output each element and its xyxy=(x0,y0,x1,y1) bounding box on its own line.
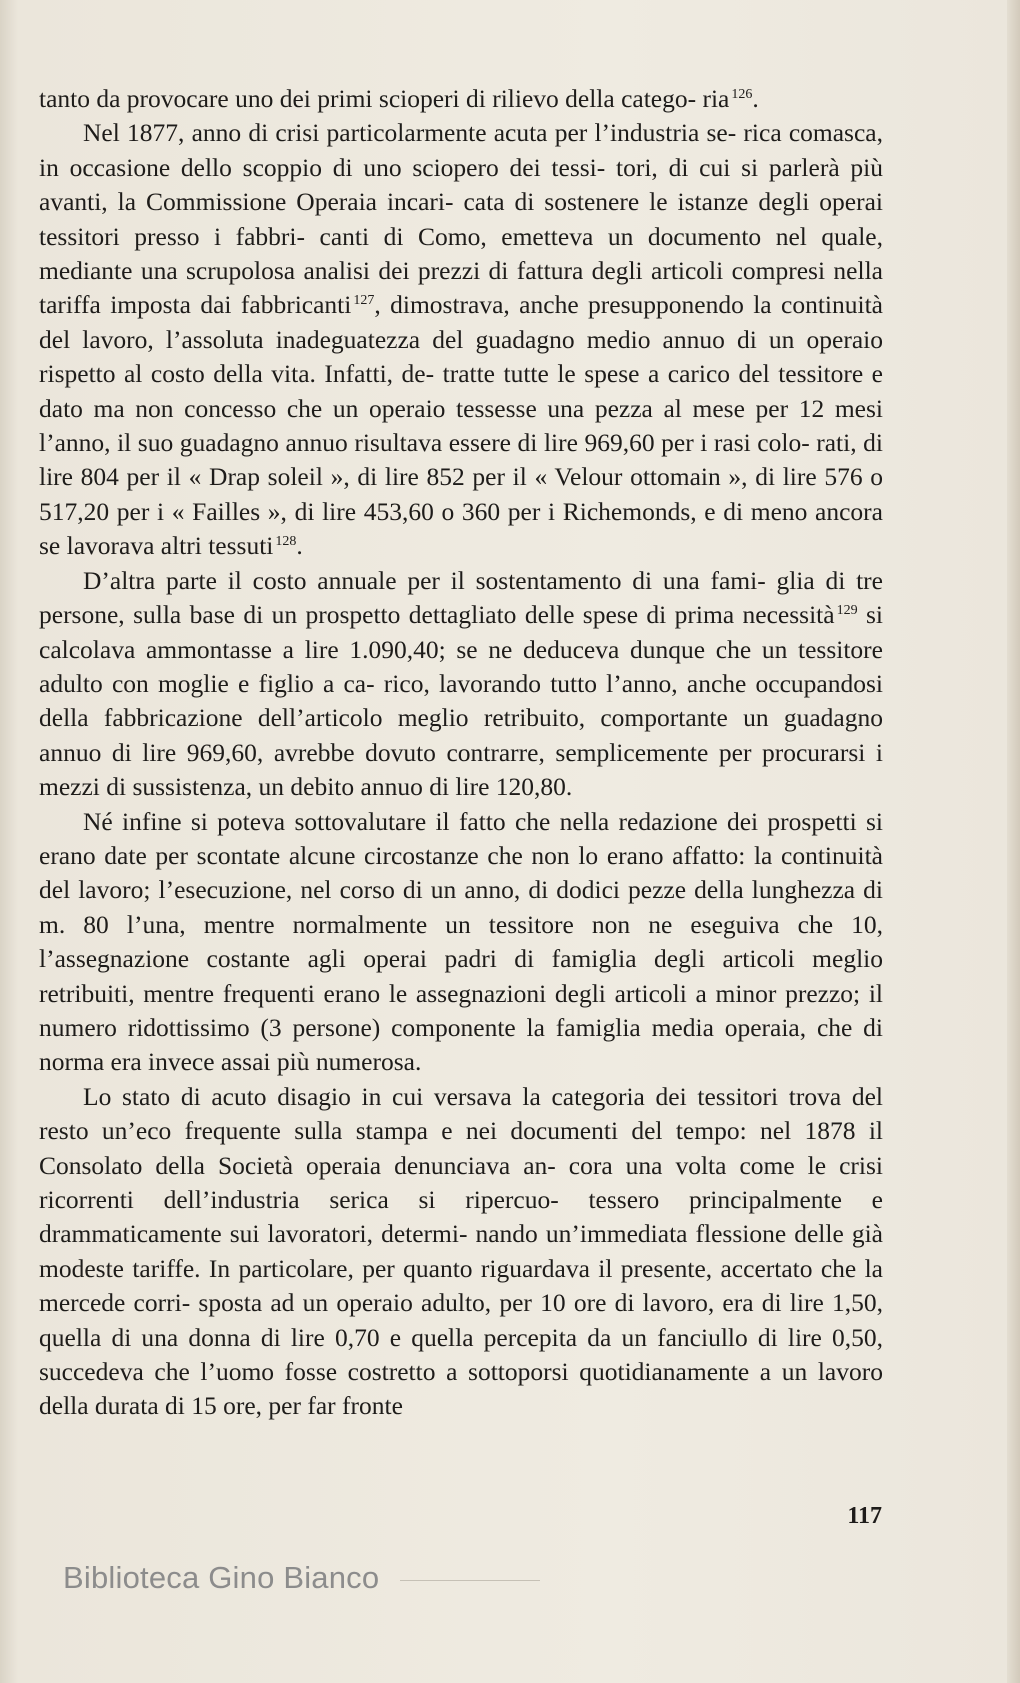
text-run: Nel 1877, anno di crisi particolarmente acuta per l’industria se- rica comasca, in occasione dello scoppio di uno sciopero dei tessi- tori, di cui si parlerà più avanti, la Commissione Operaia incari- cata di sostenere le istanze degli operai tessitori presso i fabbri- canti di Como, emetteva un documento nel quale, mediante una scrupolosa analisi dei prezzi di fattura degli articoli compresi nella tariffa imposta dai fabbricanti xyxy=(39,118,883,320)
footnote-ref[interactable]: 127 xyxy=(353,292,375,308)
text-run: . xyxy=(296,531,303,561)
body-text xyxy=(39,82,883,1424)
watermark-rule xyxy=(400,1580,540,1581)
text-run: si calcolava ammontasse a lire 1.090,40; se ne deduceva dunque che un tessitore adulto con moglie e figlio a ca- rico, lavorando tutto l’anno, anche occupandosi della fabbricazione dell’articolo meglio retribuito, comportante un guadagno annuo di lire 969,60, avrebbe dovuto contrarre, semplicemente per procurarsi i mezzi di sussistenza, un debito annuo di lire 120,80. xyxy=(39,600,884,802)
paragraph-p4 xyxy=(39,805,883,1080)
page-edge-shadow xyxy=(1007,0,1020,1683)
text-run: . xyxy=(752,84,759,113)
library-watermark: Biblioteca Gino Bianco xyxy=(63,1560,380,1595)
page-number: 117 xyxy=(847,1503,882,1529)
paragraph-p3 xyxy=(39,564,883,805)
text-run: D’altra parte il costo annuale per il sostentamento di una fami- glia di tre persone, sulla base di un prospetto dettagliato delle spese di prima necessità xyxy=(39,565,883,630)
footnote-ref[interactable]: 128 xyxy=(275,533,297,549)
footnote-ref[interactable]: 129 xyxy=(836,602,858,618)
text-run: Lo stato di acuto disagio in cui versava la categoria dei tessitori trova del resto un’eco frequente sulla stampa e nei documenti del tempo: nel 1878 il Consolato della Società operaia denunciava an- cora una volta come le crisi ricorrenti dell’industria serica si ripercuo- tessero principalmente e drammaticamente sui lavoratori, determi- nando un’immediata flessione delle già modeste tariffe. In particolare, per quanto riguardava il presente, accertato che la mercede corri- sposta ad un operaio adulto, per 10 ore di lavoro, era di lire 1,50, quella di una donna di lire 0,70 e quella percepita da un fanciullo di lire 0,50, succedeva che l’uomo fosse costretto a sottoporsi quotidianamente a un lavoro della durata di 15 ore, per far fronte xyxy=(39,1081,883,1421)
text-run: Né infine si poteva sottovalutare il fatto che nella redazione dei prospetti si erano date per scontate alcune circostanze che non lo erano affatto: la continuità del lavoro; l’esecuzione, nel corso di un anno, di dodici pezze della lunghezza di m. 80 l’una, mentre normalmente un tessitore non ne eseguiva che 10, l’assegnazione costante agli operai padri di famiglia degli articoli meglio retribuiti, mentre frequenti erano le assegnazioni degli articoli a minor prezzo; il numero ridottissimo (3 persone) componente la famiglia media operaia, che di norma era invece assai più numerosa. xyxy=(39,806,883,1077)
footnote-ref[interactable]: 126 xyxy=(731,86,753,102)
paragraph-p2 xyxy=(39,116,883,563)
paragraph-p1 xyxy=(39,82,883,116)
text-run: tanto da provocare uno dei primi scioperi di rilievo della catego- ria xyxy=(39,84,730,113)
paragraph-p5 xyxy=(39,1080,883,1424)
text-run: , dimostrava, anche presupponendo la continuità del lavoro, l’assoluta inadeguatezza del guadagno medio annuo di un operaio rispetto al costo della vita. Infatti, de- tratte tutte le spese a carico del tessitore e dato ma non concesso che un operaio tessesse una pezza al mese per 12 mesi l’anno, il suo guadagno annuo risultava essere di lire 969,60 per i rasi colo- rati, di lire 804 per il « Drap soleil », di lire 852 per il « Velour ottomain », di lire 576 o 517,20 per i « Failles », di lire 453,60 o 360 per i Richemonds, e di meno ancora se lavorava altri tessuti xyxy=(39,290,883,561)
